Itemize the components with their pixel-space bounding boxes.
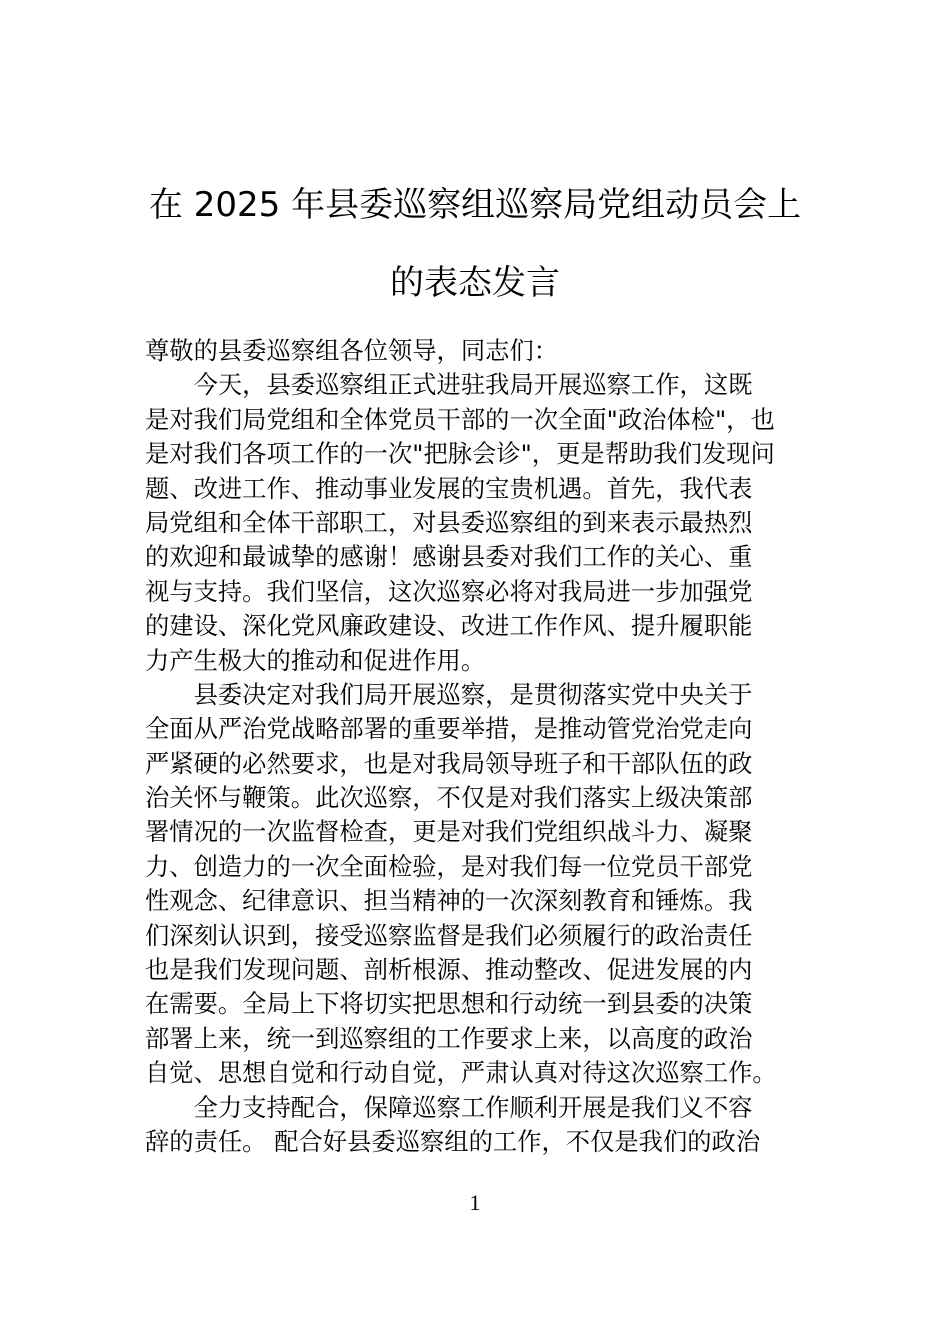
paragraph-1-line-5: 局党组和全体干部职工，对县委巡察组的到来表示最热烈 (145, 507, 753, 537)
paragraph-2-line-11: 部署上来，统一到巡察组的工作要求上来，以高度的政治 (145, 1023, 753, 1053)
paragraph-2-line-8: 们深刻认识到，接受巡察监督是我们必须履行的政治责任 (145, 920, 753, 950)
paragraph-2-line-2: 全面从严治党战略部署的重要举措，是推动管党治党走向 (145, 714, 753, 744)
document-body (145, 334, 815, 1159)
paragraph-3-line-1: 全力支持配合，保障巡察工作顺利开展是我们义不容 (193, 1092, 753, 1122)
page-number: 1 (469, 1190, 481, 1215)
paragraph-1-line-4: 题、改进工作、推动事业发展的宝贵机遇。首先，我代表 (145, 473, 753, 503)
paragraph-2-line-7: 性观念、纪律意识、担当精神的一次深刻教育和锤炼。我 (145, 886, 753, 916)
paragraph-2-line-10: 在需要。全局上下将切实把思想和行动统一到县委的决策 (145, 989, 753, 1019)
paragraph-1-line-7: 视与支持。我们坚信，这次巡察必将对我局进一步加强党 (145, 576, 753, 606)
paragraph-2-line-1: 县委决定对我们局开展巡察，是贯彻落实党中央关于 (193, 679, 753, 709)
paragraph-1-line-2: 是对我们局党组和全体党员干部的一次全面"政治体检"，也 (145, 404, 775, 434)
paragraph-2-line-6: 力、创造力的一次全面检验，是对我们每一位党员干部党 (145, 851, 753, 881)
paragraph-1-line-1: 今天，县委巡察组正式进驻我局开展巡察工作，这既 (193, 370, 753, 400)
paragraph-2-line-5: 署情况的一次监督检查，更是对我们党组织战斗力、凝聚 (145, 817, 753, 847)
document-title (140, 166, 810, 322)
paragraph-2-line-12: 自觉、思想自觉和行动自觉，严肃认真对待这次巡察工作。 (145, 1058, 777, 1088)
paragraph-2-line-3: 严紧硬的必然要求，也是对我局领导班子和干部队伍的政 (145, 748, 753, 778)
paragraph-2-line-9: 也是我们发现问题、剖析根源、推动整改、促进发展的内 (145, 955, 753, 985)
title-line-1: 在 2025 年县委巡察组巡察局党组动员会上 (148, 185, 802, 225)
paragraph-2-line-4: 治关怀与鞭策。此次巡察，不仅是对我们落实上级决策部 (145, 783, 753, 813)
paragraph-1-line-8: 的建设、深化党风廉政建设、改进工作作风、提升履职能 (145, 611, 753, 641)
title-line-2: 的表态发言 (390, 263, 560, 303)
paragraph-1-line-3: 是对我们各项工作的一次"把脉会诊"，更是帮助我们发现问 (145, 439, 775, 469)
paragraph-1-line-6: 的欢迎和最诚挚的感谢！感谢县委对我们工作的关心、重 (145, 542, 753, 572)
salutation-line: 尊敬的县委巡察组各位领导，同志们： (145, 336, 559, 365)
paragraph-3-line-2: 辞的责任。 配合好县委巡察组的工作，不仅是我们的政治 (145, 1126, 761, 1156)
paragraph-1-line-9: 力产生极大的推动和促进作用。 (145, 645, 486, 675)
